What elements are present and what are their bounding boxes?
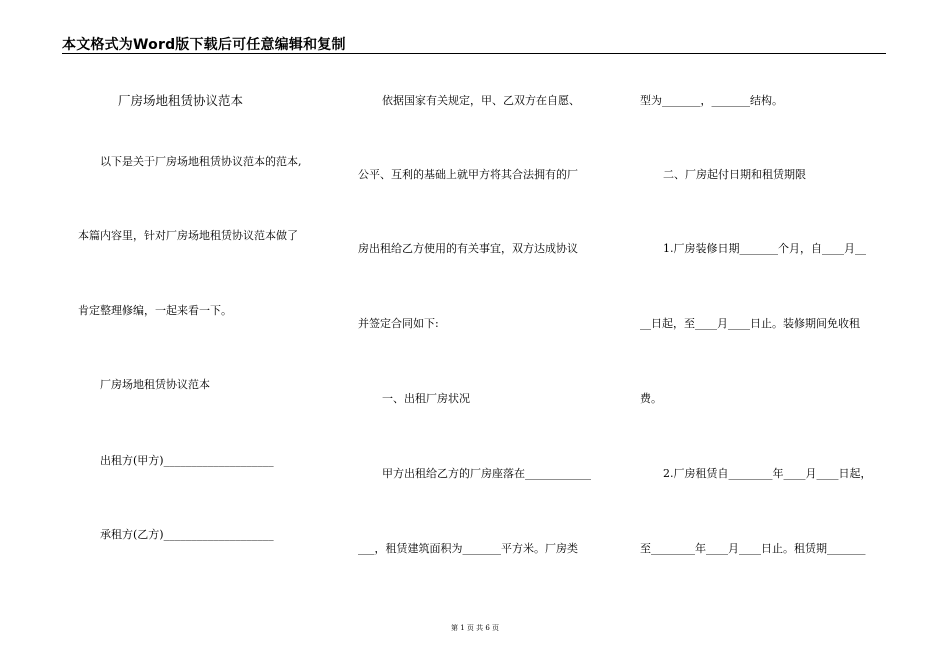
paragraph-line: 肯定整理修编，一起来看一下。 xyxy=(78,304,232,317)
page-number: 第 1 页 共 6 页 xyxy=(450,624,500,632)
lessee-field: 承租方(乙方)____________________ xyxy=(100,528,274,541)
header-rule xyxy=(62,53,886,54)
paragraph-line: ___，租赁建筑面积为_______平方米。厂房类 xyxy=(358,542,578,555)
paragraph-line: __日起，至____月____日止。装修期间免收租 xyxy=(640,317,860,330)
paragraph-line: 房出租给乙方使用的有关事宜，双方达成协议 xyxy=(358,242,578,255)
paragraph-line: 2.厂房租赁自________年____月____日起， xyxy=(663,467,872,480)
paragraph-line: 以下是关于厂房场地租赁协议范本的范本, xyxy=(100,155,302,168)
paragraph-line: 公平、互利的基础上就甲方将其合法拥有的厂 xyxy=(358,168,578,181)
paragraph-line: 至________年____月____日止。租赁期_______ xyxy=(640,542,866,555)
document-title: 厂房场地租赁协议范本 xyxy=(118,93,244,108)
lessor-field: 出租方(甲方)____________________ xyxy=(100,454,274,467)
paragraph-line: 本篇内容里，针对厂房场地租赁协议范本做了 xyxy=(78,229,298,242)
paragraph-line: 甲方出租给乙方的厂房座落在____________ xyxy=(382,467,591,480)
section-heading: 一、出租厂房状况 xyxy=(382,392,470,405)
paragraph-line: 型为_______，_______结构。 xyxy=(640,94,783,107)
section-heading: 厂房场地租赁协议范本 xyxy=(100,378,210,391)
paragraph-line: 费。 xyxy=(640,392,662,405)
paragraph-line: 1.厂房装修日期_______个月，自____月__ xyxy=(663,242,866,255)
paragraph-line: 依据国家有关规定，甲、乙双方在自愿、 xyxy=(382,94,580,107)
paragraph-line: 并签定合同如下: xyxy=(358,317,439,330)
section-heading: 二、厂房起付日期和租赁期限 xyxy=(663,168,806,181)
document-header: 本文格式为Word版下载后可任意编辑和复制 xyxy=(62,37,346,53)
